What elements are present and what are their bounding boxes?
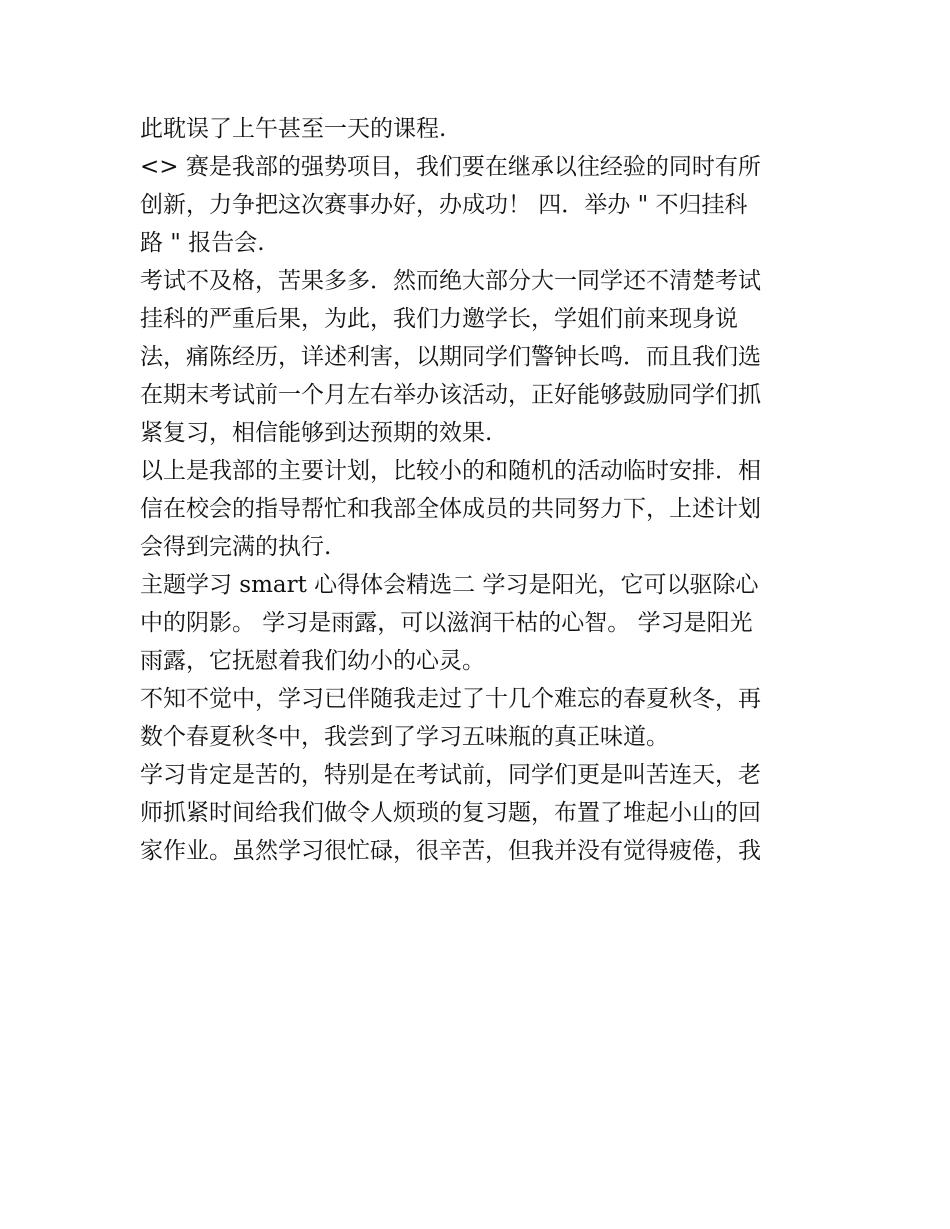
text-line: 在期末考试前一个月左右举办该活动，正好能够鼓励同学们抓	[140, 382, 761, 408]
text-line: 数个春夏秋冬中，我尝到了学习五味瓶的真正味道。	[140, 724, 669, 750]
text-line: 中的阴影。 学习是雨露，可以滋润干枯的心智。 学习是阳光	[140, 610, 753, 636]
paragraph-6	[140, 680, 820, 756]
paragraph-1	[140, 110, 820, 148]
text-line: 雨露，它抚慰着我们幼小的心灵。	[140, 648, 485, 674]
text-line: 不知不觉中，学习已伴随我走过了十几个难忘的春夏秋冬，再	[140, 686, 761, 712]
paragraph-5	[140, 566, 820, 680]
text-line: 紧复习，相信能够到达预期的效果.	[140, 420, 493, 446]
paragraph-4	[140, 452, 820, 566]
text-line: 法，痛陈经历，详述利害，以期同学们警钟长鸣．而且我们选	[140, 344, 761, 370]
text-line: 家作业。虽然学习很忙碌，很辛苦，但我并没有觉得疲倦，我	[140, 838, 761, 864]
text-line: 创新，力争把这次赛事办好，办成功！ 四．举办 " 不归挂科	[140, 192, 748, 218]
text-line: 学习肯定是苦的，特别是在考试前，同学们更是叫苦连天，老	[140, 762, 761, 788]
paragraph-7	[140, 756, 820, 870]
text-line: 师抓紧时间给我们做令人烦琐的复习题，布置了堆起小山的回	[140, 800, 761, 826]
text-line: 此耽误了上午甚至一天的课程.	[140, 116, 447, 142]
text-line: 考试不及格，苦果多多．然而绝大部分大一同学还不清楚考试	[140, 268, 761, 294]
text-line: 信在校会的指导帮忙和我部全体成员的共同努力下，上述计划	[140, 496, 761, 522]
text-line: 路 " 报告会.	[140, 230, 265, 256]
text-line: 以上是我部的主要计划，比较小的和随机的活动临时安排．相	[140, 458, 761, 484]
paragraph-3	[140, 262, 820, 452]
paragraph-2	[140, 148, 820, 262]
text-line: <> 赛是我部的强势项目，我们要在继承以往经验的同时有所	[140, 154, 761, 180]
text-line: 会得到完满的执行.	[140, 534, 332, 560]
text-line: 主题学习 smart 心得体会精选二 学习是阳光，它可以驱除心	[140, 572, 759, 598]
document-body	[140, 110, 820, 870]
text-line: 挂科的严重后果，为此，我们力邀学长，学姐们前来现身说	[140, 306, 738, 332]
